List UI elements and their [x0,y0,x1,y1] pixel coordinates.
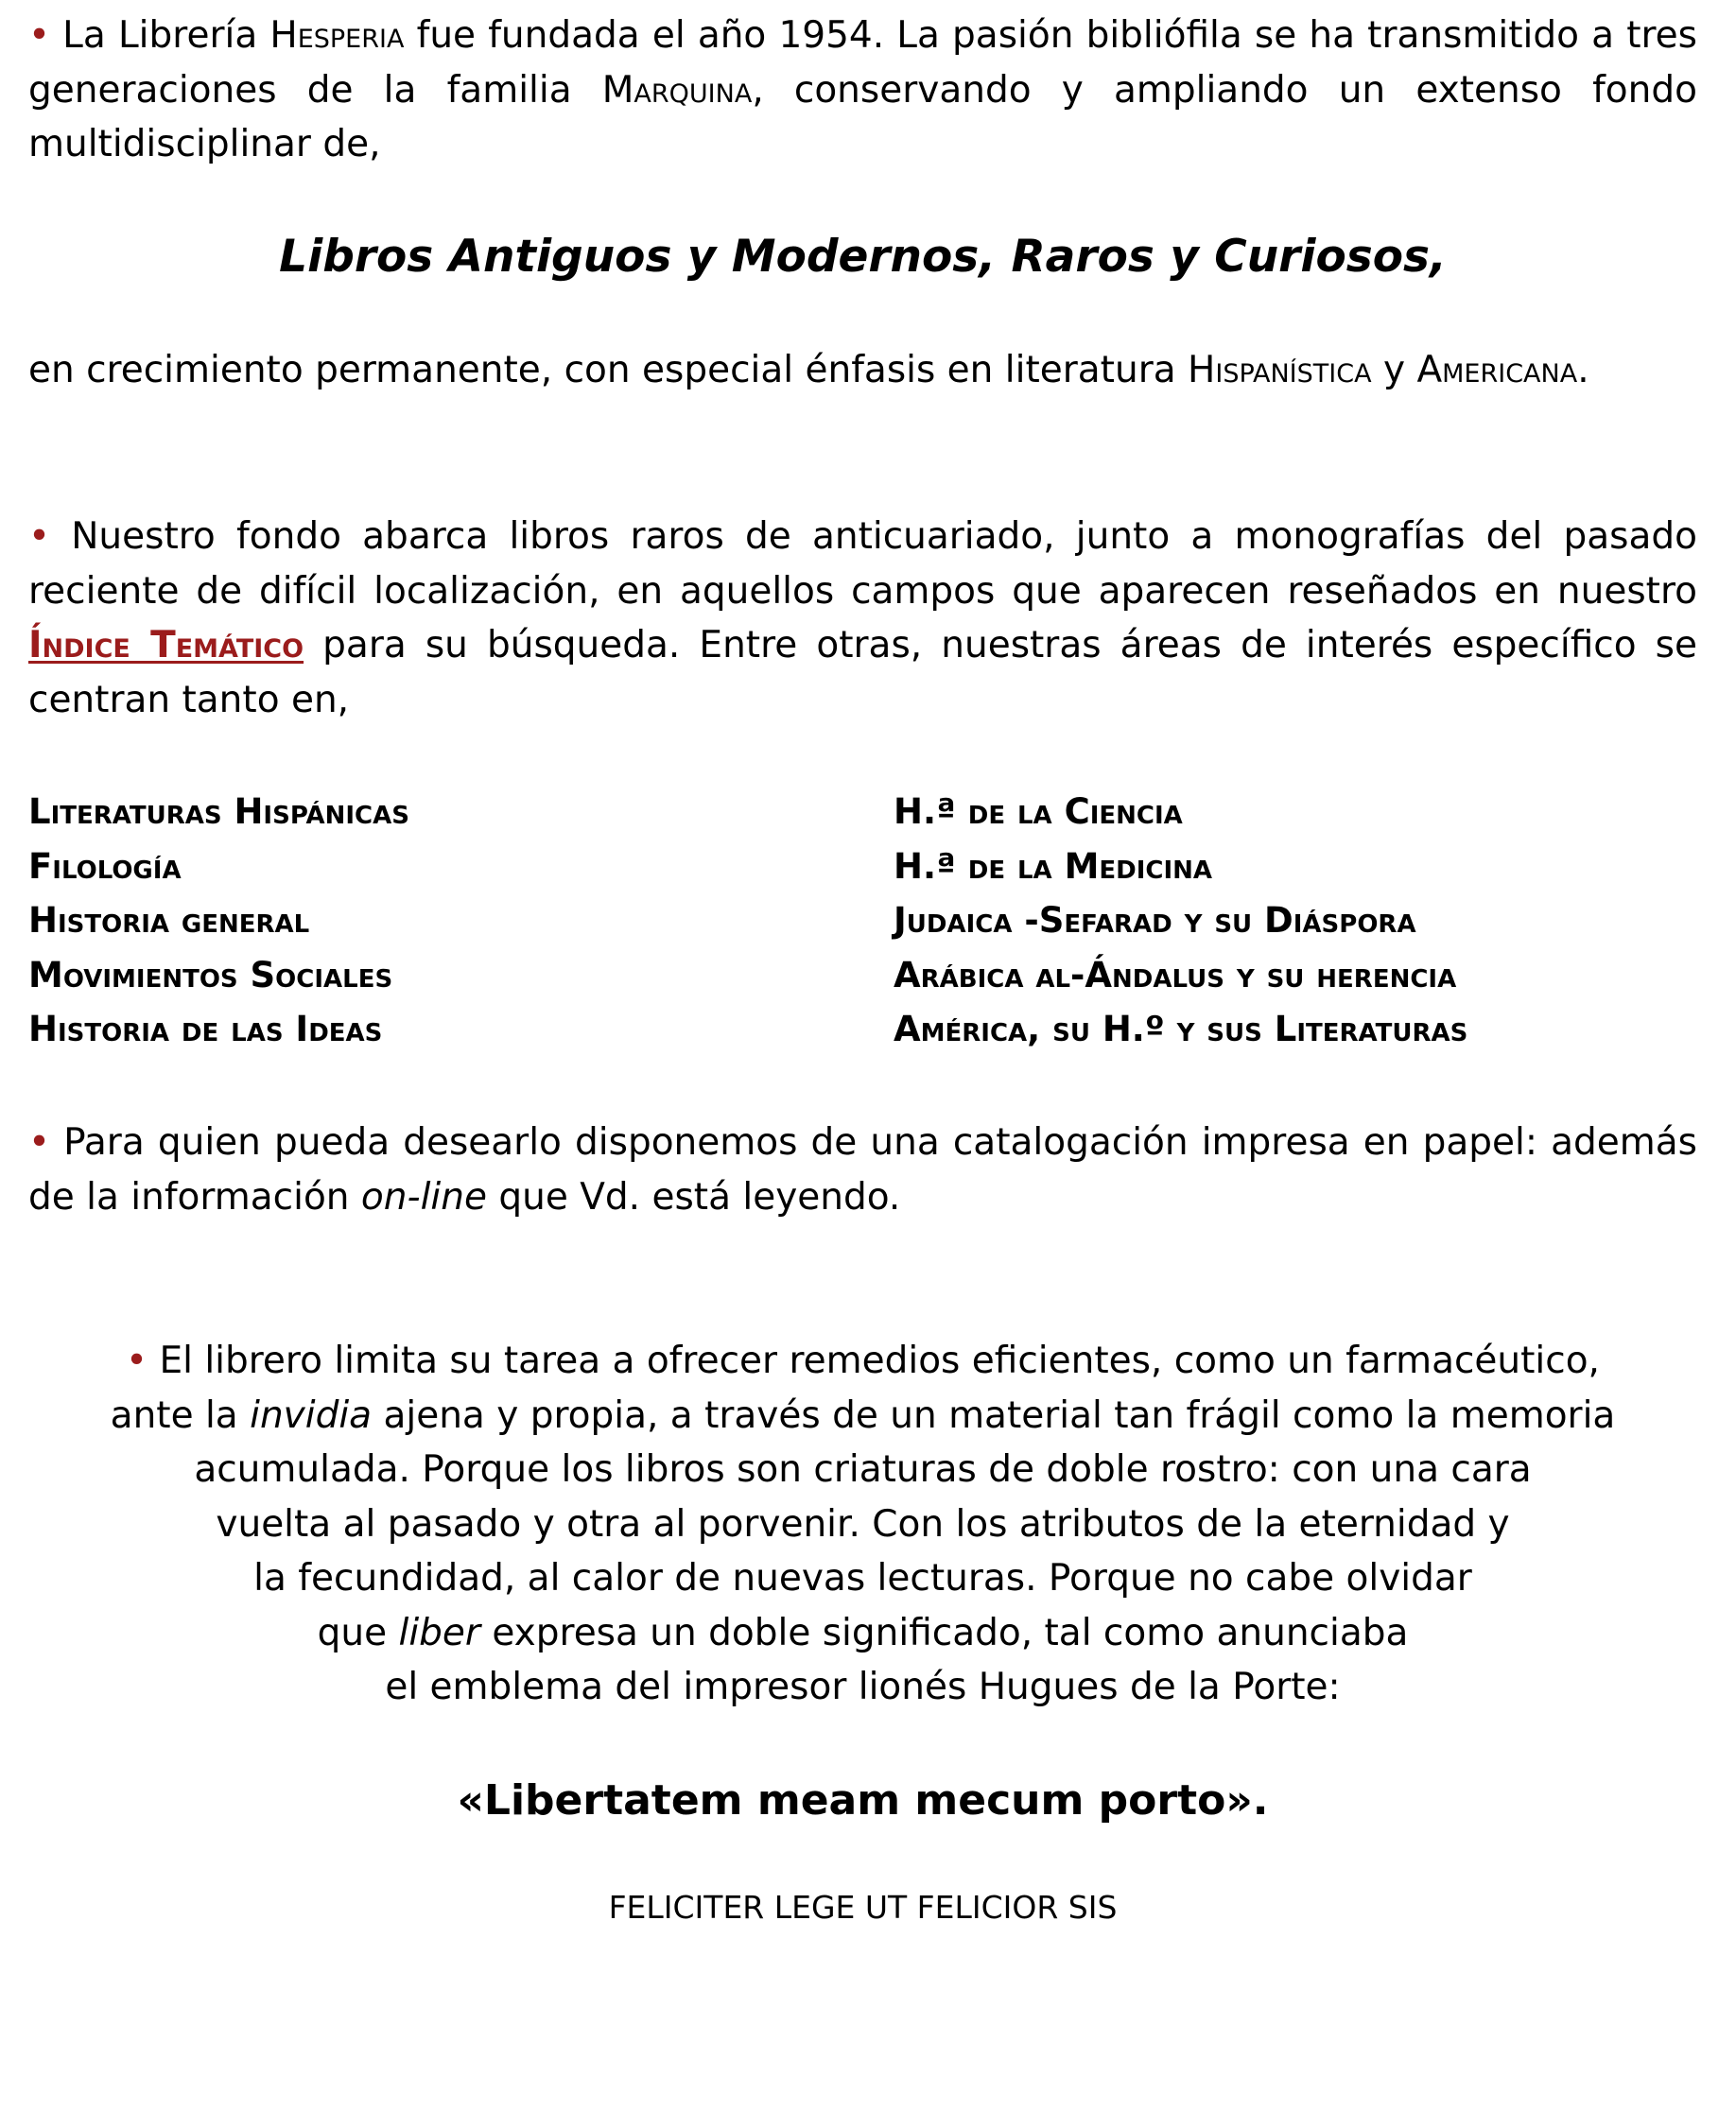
growth-paragraph [28,343,1697,398]
catalog-text-a: Para quien pueda desearlo disponemos de una catalogación impresa en papel: además de la información [28,1121,1697,1219]
librero-line: el emblema del impresor lionés Hugues de la Porte: [385,1666,1341,1708]
interest-areas-left-column [28,785,894,1057]
interest-areas-right-column [894,785,1697,1057]
interest-area-item: Literaturas Hispánicas [28,791,409,832]
online-term: on-line [360,1175,487,1219]
liber-term: liber [398,1611,480,1654]
interest-area-item: Arábica al-Ándalus y su herencia [894,954,1457,995]
closing-phrase: FELICITER LEGE UT FELICIOR SIS [608,1889,1118,1926]
librero-line: la fecundidad, al calor de nuevas lecturas. Porque no cabe olvidar [253,1557,1472,1600]
librero-line-1-text: El librero limita su tarea a ofrecer remedios eficientes, como un farmacéutico, [148,1340,1600,1382]
librero-line [28,1334,1697,1389]
interest-areas-list [28,785,1697,1057]
growth-text-c: . [1577,349,1589,391]
interest-area-item: América, su H.º y sus Literaturas [894,1009,1468,1049]
interest-area-item: Historia general [28,900,310,941]
librero-line: acumulada. Porque los libros son criaturas de doble rostro: con una cara [194,1448,1532,1491]
brand-name-hesperia: Hesperia [269,14,405,57]
family-name-marquina: Marquina [601,68,753,112]
catalog-paragraph [28,1116,1697,1224]
fondo-text-b: para su búsqueda. Entre otras, nuestras áreas de interés específico se centran tanto en, [28,624,1697,721]
fondo-paragraph [28,510,1697,727]
bullet-icon: • [28,515,51,558]
headline: Libros Antiguos y Modernos, Raros y Curiosos, [279,231,1447,283]
librero-line-6-b: expresa un doble significado, tal como anunciaba [479,1611,1409,1654]
interest-area-item: Judaica -Sefarad y su Diáspora [894,900,1416,941]
interest-area-item: H.ª de la Medicina [894,845,1213,887]
hispanistica-term: Hispanística [1188,349,1372,391]
motto: «Libertatem meam mecum porto». [457,1776,1269,1825]
bullet-icon: • [28,1121,51,1164]
americana-term: Americana [1416,349,1578,391]
librero-paragraph [28,1334,1697,1715]
librero-line-2-b: ajena y propia, a través de un material tan frágil como la memoria [372,1393,1616,1437]
growth-text-b: y [1371,349,1417,391]
intro-paragraph [28,9,1697,172]
catalog-text-b: que Vd. está leyendo. [486,1175,901,1219]
librero-line [28,1606,1697,1661]
intro-text-b: fue fundada el año 1954. La pasión bibliófila se ha transmitido a tres generaciones de la familia [28,14,1697,112]
interest-area-item: Historia de las Ideas [28,1009,383,1049]
librero-line-6-a: que [317,1611,399,1654]
interest-area-item: Filología [28,845,182,887]
growth-text-a: en crecimiento permanente, con especial énfasis en literatura [28,349,1189,391]
indice-tematico-link[interactable]: Índice Temático [28,624,304,666]
librero-line-2-a: ante la [110,1393,251,1437]
invidia-term: invidia [250,1393,373,1437]
intro-text-a: La Librería [50,14,270,57]
fondo-text-a: Nuestro fondo abarca libros raros de anticuariado, junto a monografías del pasado reciente de difícil localización, en aquellos campos que aparecen reseñados en nuestro [28,515,1697,613]
bullet-icon: • [28,14,51,57]
librero-line [28,1389,1697,1444]
intro-text-c: , conservando y ampliando un extenso fondo multidisciplinar de, [28,68,1697,165]
interest-area-item: Movimientos Sociales [28,954,393,995]
interest-area-item: H.ª de la Ciencia [894,791,1183,832]
librero-line: vuelta al pasado y otra al porvenir. Con los atributos de la eternidad y [216,1502,1510,1546]
bullet-icon: • [126,1340,148,1382]
